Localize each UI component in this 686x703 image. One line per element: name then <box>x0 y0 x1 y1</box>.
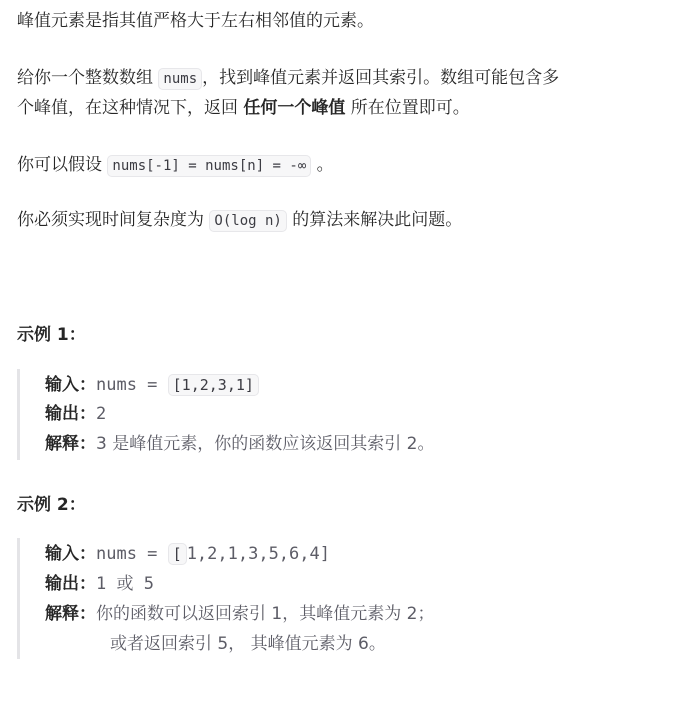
intro-task-text-d: 所在位置即可。 <box>345 98 470 118</box>
example-1-explain-line <box>45 429 434 459</box>
example-2-input-label: 输入： <box>45 544 96 564</box>
any-peak-emphasis: 任何一个峰值 <box>243 98 346 118</box>
example-2-heading: 示例 2： <box>17 495 86 515</box>
example-1-output-value: 2 <box>96 404 107 424</box>
example-2-explain-text-2: 或者返回索引 5， 其峰值元素为 6。 <box>110 634 386 654</box>
complexity-inline-code: O(log n) <box>209 210 286 232</box>
intro-task-line-1 <box>17 63 559 94</box>
intro-task-line-2 <box>17 93 470 123</box>
example-1-output-label: 输出： <box>45 404 96 424</box>
intro-definition-text: 峰值元素是指其值严格大于左右相邻值的元素。 <box>17 11 374 31</box>
example-2-explain-text-1: 你的函数可以返回索引 1，其峰值元素为 2； <box>96 604 435 624</box>
example-2-explain-line <box>45 599 434 629</box>
example-2-block <box>17 538 660 659</box>
example-2-input-prefix: nums = <box>96 544 168 564</box>
example-1-input-line <box>45 370 259 400</box>
example-2-input-array: 1,2,1,3,5,6,4] <box>186 544 330 564</box>
complexity-text-b: 的算法来解决此问题。 <box>286 210 463 230</box>
assumption-text-b: 。 <box>311 155 334 175</box>
intro-task-text-c: 个峰值，在这种情况下，返回 <box>17 98 244 118</box>
example-2-output-value: 1 或 5 <box>96 574 154 594</box>
example-2-output-label: 输出： <box>45 574 96 594</box>
complexity-paragraph <box>17 205 462 236</box>
example-1-heading: 示例 1： <box>17 325 86 345</box>
example-1-explain-label: 解释： <box>45 434 96 454</box>
example-2-output-line <box>45 569 154 599</box>
example-2-input-bracket: [ <box>168 543 187 565</box>
nums-inline-code: nums <box>158 68 202 90</box>
example-1-explain-text: 3 是峰值元素，你的函数应该返回其索引 2。 <box>96 434 435 454</box>
assumption-text-a: 你可以假设 <box>17 155 108 175</box>
intro-task-text-a: 给你一个整数数组 <box>17 68 159 88</box>
example-1-input-array: [1,2,3,1] <box>168 374 259 396</box>
example-2-input-line <box>45 539 330 569</box>
intro-task-text-b: ，找到峰值元素并返回其索引。数组可能包含多 <box>202 68 560 88</box>
intro-definition <box>17 6 374 36</box>
assumption-paragraph <box>17 150 334 181</box>
complexity-text-a: 你必须实现时间复杂度为 <box>17 210 210 230</box>
boundary-inline-code: nums[-1] = nums[n] = -∞ <box>107 155 311 177</box>
example-1-block <box>17 369 660 460</box>
example-1-input-label: 输入： <box>45 375 96 395</box>
example-1-input-prefix: nums = <box>96 375 168 395</box>
example-2-explain-line-2 <box>110 629 386 659</box>
example-2-explain-label: 解释： <box>45 604 96 624</box>
example-1-output-line <box>45 399 106 429</box>
